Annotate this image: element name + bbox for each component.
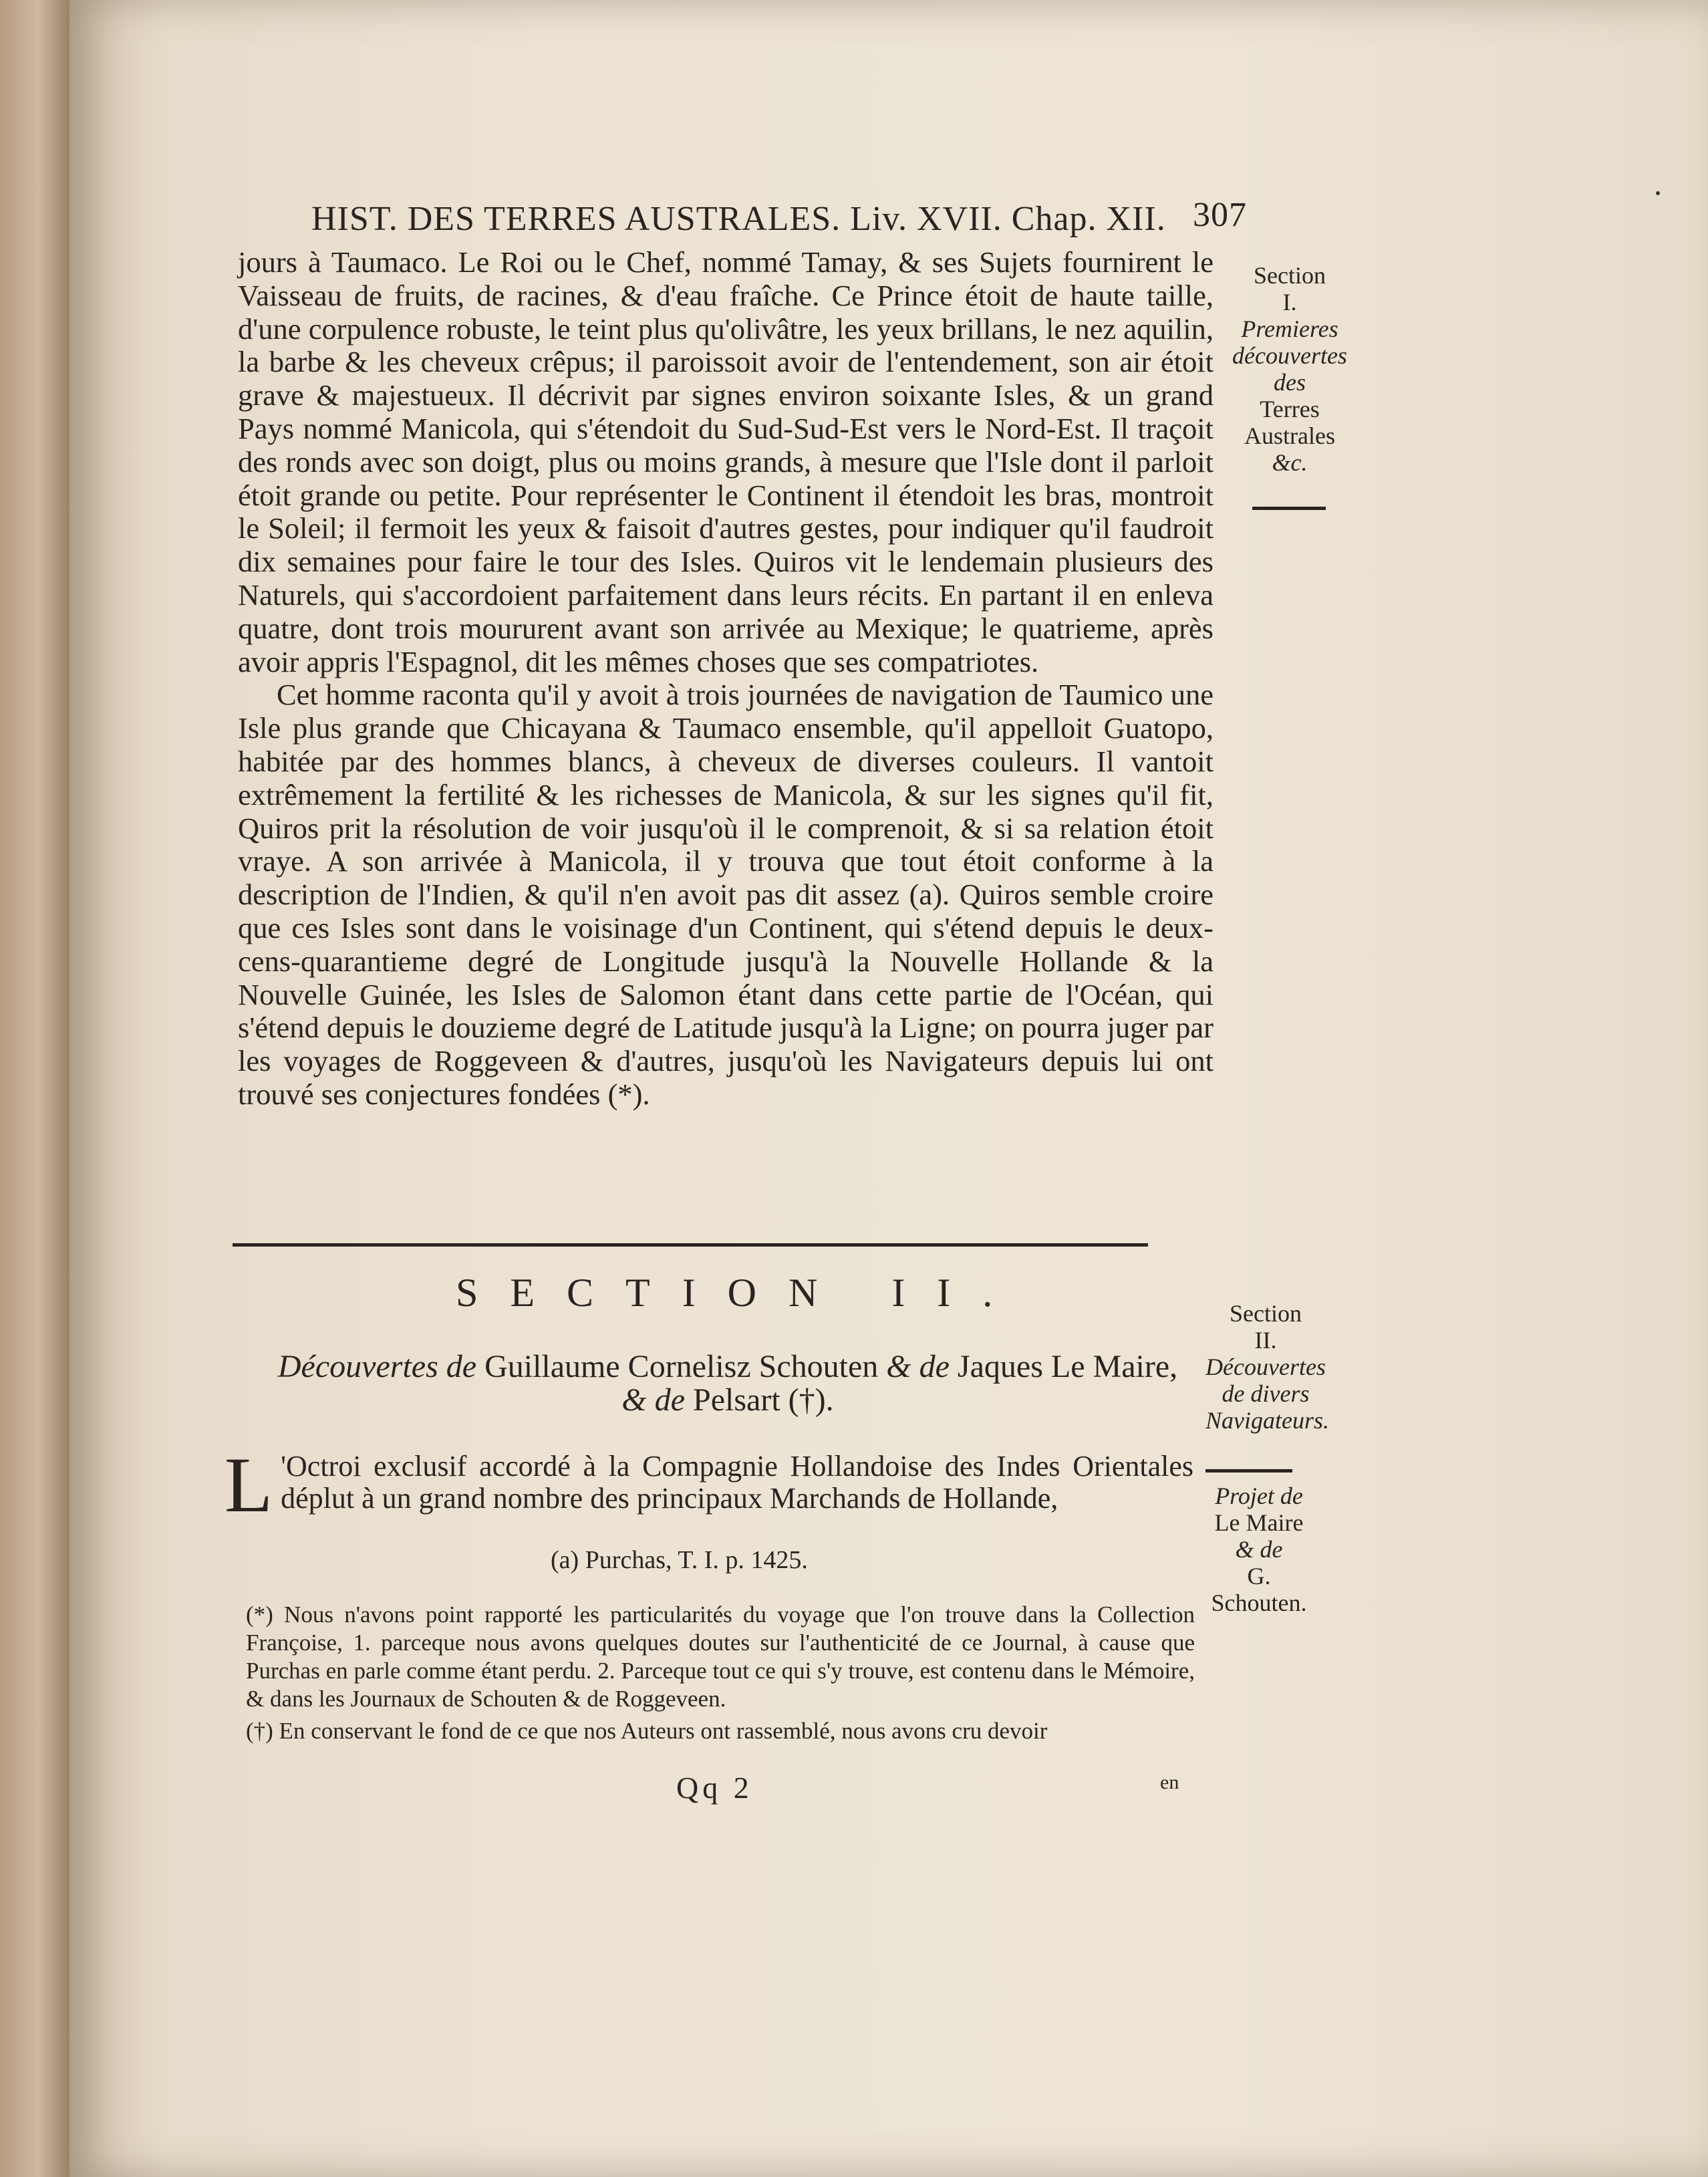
footnote-reference: (a) Purchas, T. I. p. 1425. (551, 1546, 808, 1574)
section-title: SECTION II. (456, 1271, 1025, 1315)
paragraph: Cet homme raconta qu'il y avoit à trois journées de navigation de Taumico une Isle plus grande que Chicayana & Taumaco ensemble, qu'il appelloit Guatopo, habitée par des hommes blancs, à cheveux de diverses couleurs. Il vantoit extrêmement la fertilité & les richesses de Manicola, & sur les signes qu'il fit, Quiros prit la résolution de voir jusqu'où il le comprenoit, & si sa relation étoit vraye. A son arrivée à Manicola, il y trouva que tout étoit conforme à la description de l'Indien, & qu'il n'en avoit pas dit assez (a). Quiros semble croire que ces Isles sont dans le voisinage d'un Continent, qui s'étend depuis le deux-cens-quarantieme degré de Longitude jusqu'à la Nouvelle Hollande & la Nouvelle Guinée, les Isles de Salomon étant dans cette partie de l'Océan, qui s'étend depuis le douzieme degré de Latitude jusqu'à la Ligne; on pourra juger par les voyages de Roggeveen & d'autres, jusqu'où les Navigateurs depuis lui ont trouvé ses conjectures fondées (*). (238, 678, 1214, 1111)
margin-text: Terres Australes (1244, 396, 1335, 449)
subtitle-part: Jaques Le Maire, (957, 1349, 1178, 1384)
subtitle-part: Pelsart (†). (693, 1382, 834, 1418)
margin-text: Premieres découvertes des (1232, 315, 1347, 396)
opening-text: exclusif accordé à la Compagnie Hollandoise des Indes Orientales déplut à un grand nombre des principaux Marchands de Hollande, (281, 1450, 1194, 1515)
margin-text: Découvertes de divers Navigateurs. (1205, 1354, 1329, 1434)
margin-note-section-2 (1205, 1300, 1329, 1434)
drop-cap: L (225, 1441, 273, 1529)
section-opening (225, 1441, 1194, 1529)
margin-text: Le Maire (1214, 1509, 1304, 1536)
margin-text: Projet de (1215, 1483, 1303, 1509)
subtitle-part: Découvertes de (277, 1349, 477, 1384)
footnote: (†) En conservant le fond de ce que nos Auteurs ont rassemblé, nous avons cru devoir (246, 1718, 1048, 1744)
margin-number: II. (1254, 1327, 1277, 1354)
book-page (69, 0, 1708, 2177)
margin-number: I. (1282, 289, 1297, 315)
subtitle-part: & de (886, 1349, 950, 1384)
paragraph: jours à Taumaco. Le Roi ou le Chef, nommé Tamay, & ses Sujets fournirent le Vaisseau de fruits, de racines, & d'eau fraîche. Ce Prince étoit de haute taille, d'une corpulence robuste, le teint plus qu'olivâtre, les yeux brillans, le nez aquilin, la barbe & les cheveux crêpus; il paroissoit avoir de l'entendement, son air étoit grave & majestueux. Il décrivit par signes environ soixante Isles, & un grand Pays nommé Manicola, qui s'étendoit du Sud-Sud-Est vers le Nord-Est. Il traçoit des ronds avec son doigt, plus ou moins grands, à mesure que l'Isle dont il parloit étoit grande ou petite. Pour représenter le Continent il étendoit les bras, montroit le Soleil; il fermoit les yeux & faisoit d'autres gestes, pour indiquer qu'il faudroit dix semaines pour faire le tour des Isles. Quiros vit le lendemain plusieurs des Naturels, qui s'accordoient parfaitement dans leurs récits. En partant il en enleva quatre, dont trois moururent avant son arrivée au Mexique; le quatrieme, après avoir appris l'Espagnol, dit les mêmes choses que ses compatriotes. (238, 245, 1214, 678)
running-header (311, 196, 1247, 239)
margin-text: &c. (1272, 449, 1308, 476)
main-text (238, 246, 1214, 1112)
margin-rule (1252, 507, 1326, 510)
margin-text: G. Schouten. (1211, 1563, 1307, 1616)
subtitle-part: & de (621, 1382, 686, 1418)
margin-note-section-1 (1230, 262, 1350, 476)
ink-spot (1656, 191, 1660, 195)
page-number: 307 (1193, 196, 1247, 234)
margin-note-projet (1205, 1483, 1312, 1616)
opening-smallcaps: 'Octroi (281, 1450, 362, 1483)
margin-text: & de (1235, 1536, 1283, 1563)
running-title: HIST. DES TERRES AUSTRALES. Liv. XVII. Chap. XII. (311, 200, 1166, 238)
catchword: en (1160, 1771, 1179, 1793)
margin-label: Section (1254, 262, 1326, 289)
footnote: (*) Nous n'avons point rapporté les particularités du voyage que l'on trouve dans la Collection Françoise, 1. parceque nous avons quelques doutes sur l'authenticité de ce Journal, à cause que Purchas en parle comme étant perdu. 2. Parceque tout ce qui s'y trouve, est contenu dans le Mémoire, & dans les Journaux de Schouten & de Roggeveen. (246, 1602, 1195, 1712)
section-divider (233, 1243, 1148, 1247)
margin-rule (1205, 1469, 1292, 1472)
margin-label: Section (1230, 1300, 1302, 1327)
subtitle-part: Guillaume Cornelisz Schouten (484, 1349, 879, 1384)
left-page-edge (0, 0, 69, 2177)
footnotes (246, 1601, 1195, 1749)
signature-mark: Qq 2 (676, 1771, 753, 1805)
section-subtitle (263, 1350, 1192, 1417)
